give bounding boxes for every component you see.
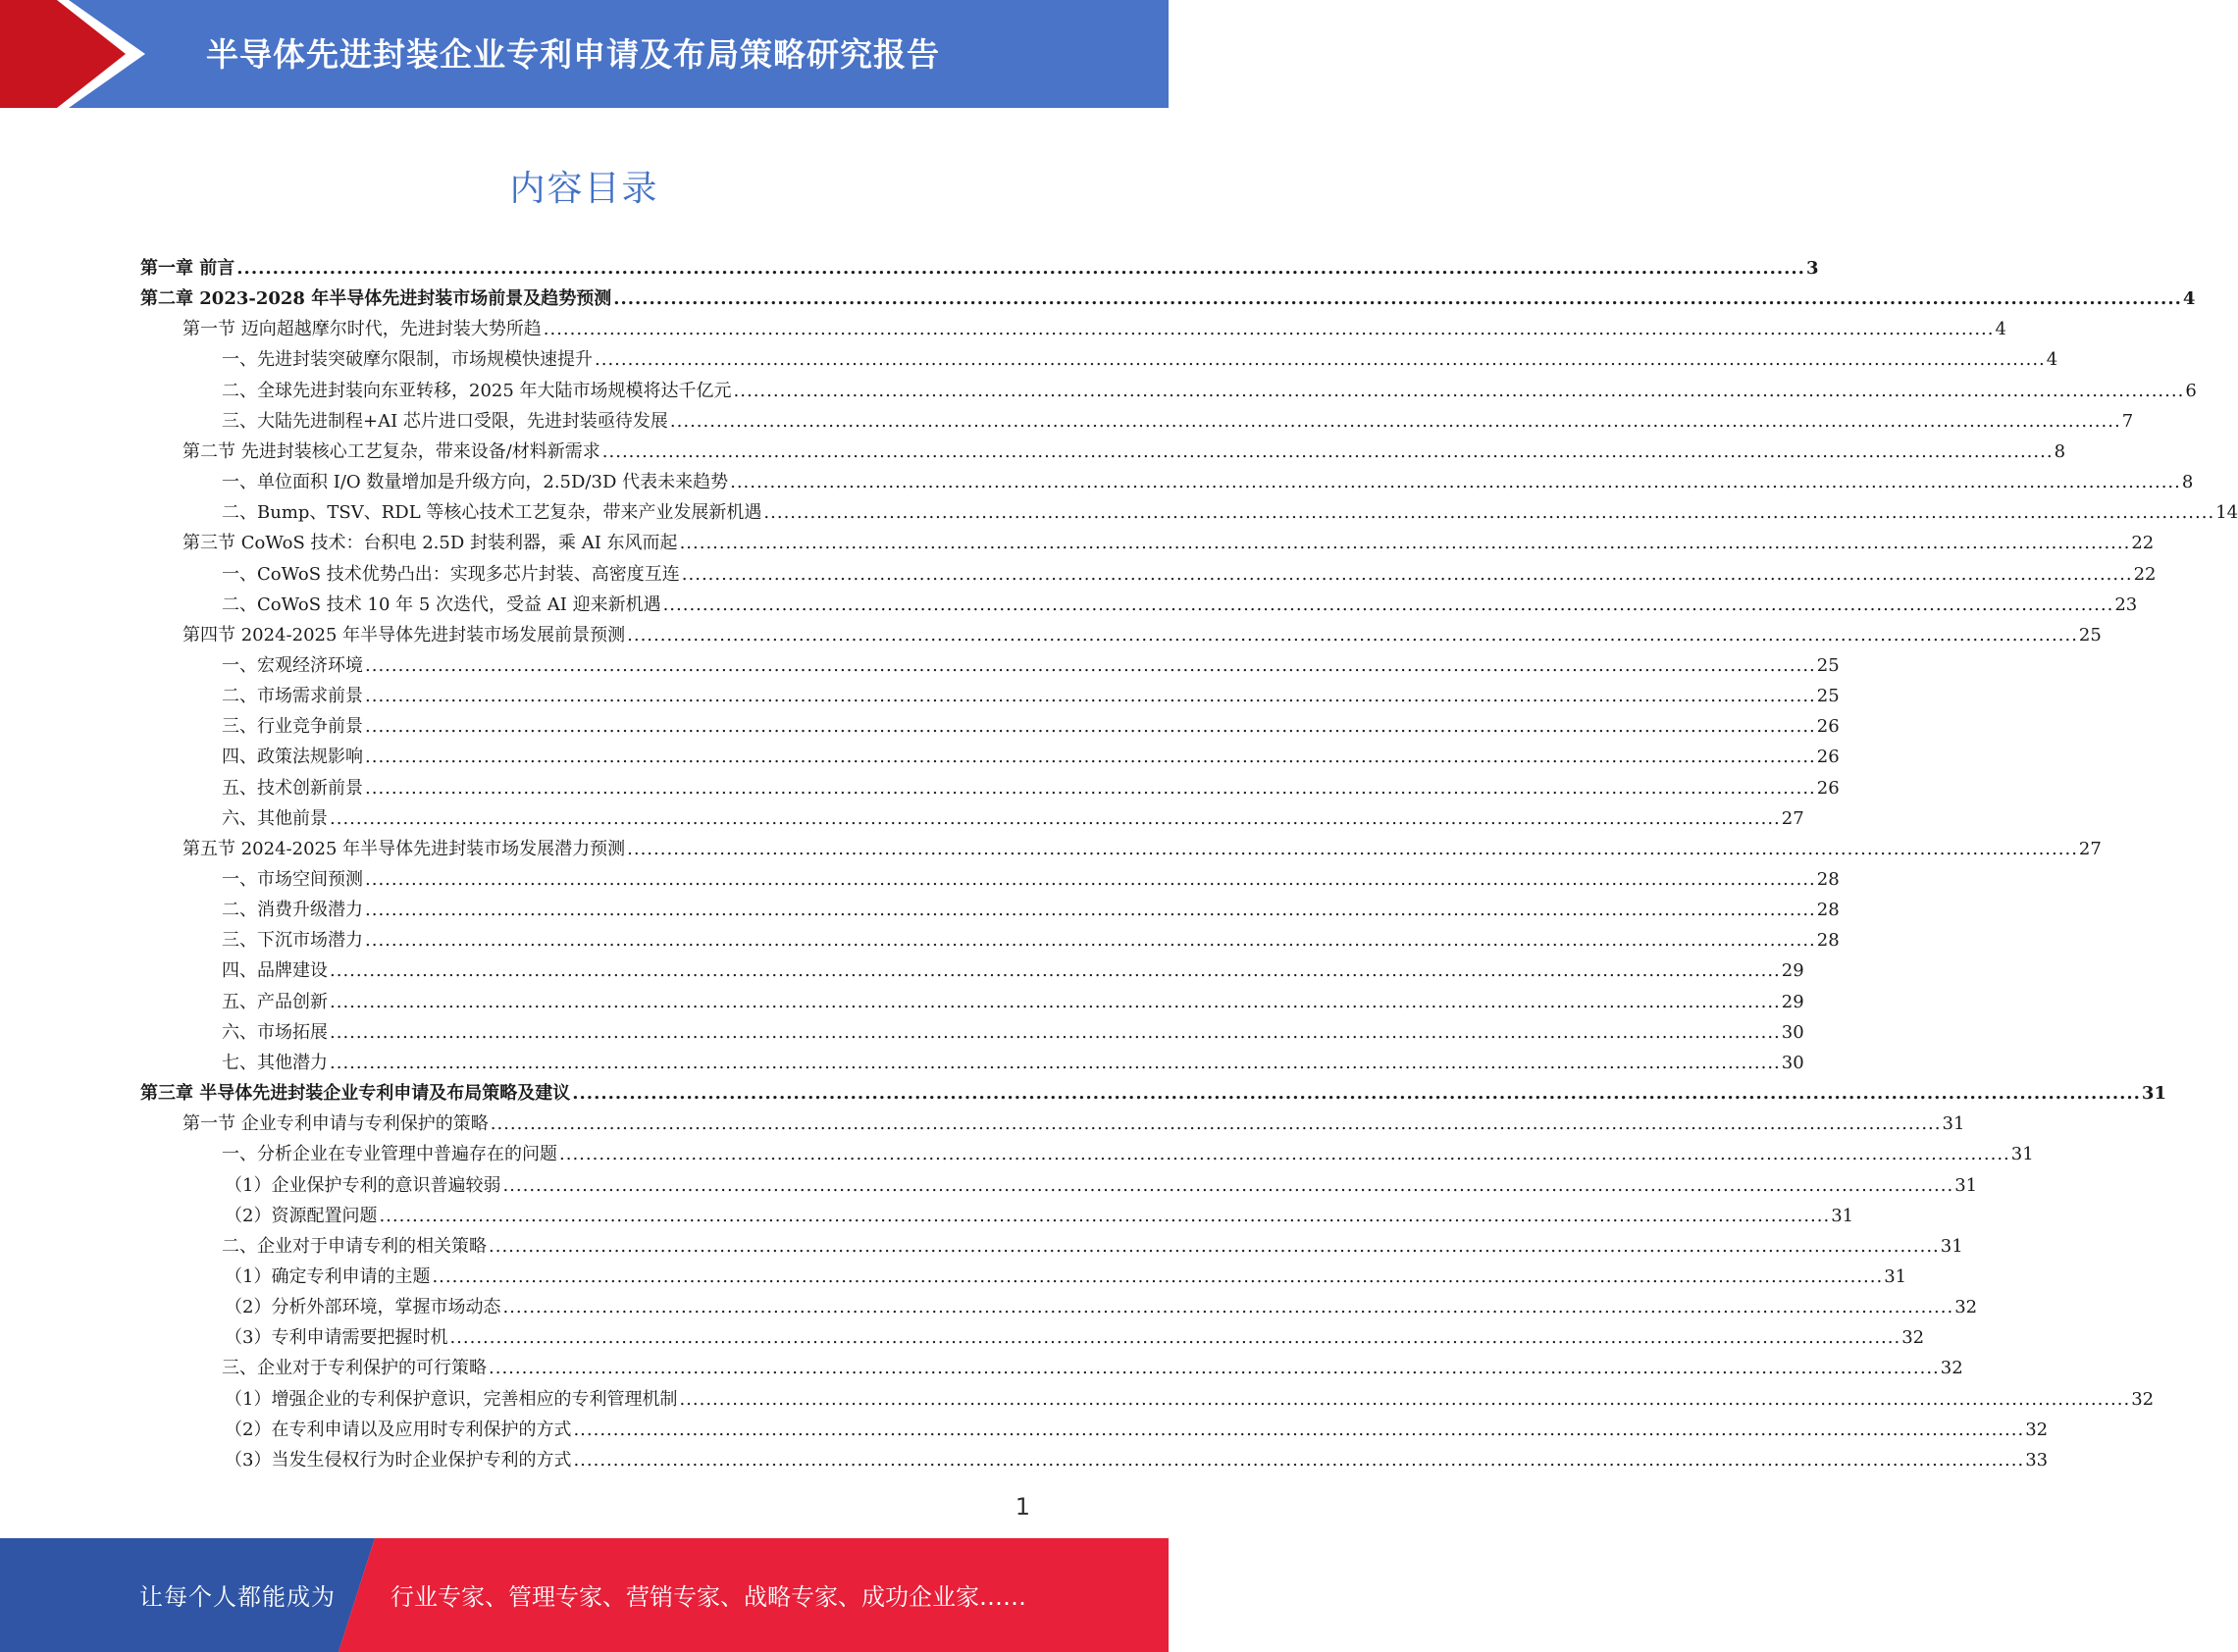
toc-entry[interactable] xyxy=(222,341,2058,372)
footer-banner xyxy=(0,1538,1169,1652)
toc-entry-page: 32 xyxy=(1901,1327,1925,1349)
toc-entry-label: 二、企业对于申请专利的相关策略 xyxy=(222,1235,487,1257)
toc-entry-label: 一、分析企业在专业管理中普遍存在的问题 xyxy=(222,1144,557,1165)
toc-entry-page: 32 xyxy=(1954,1297,1978,1318)
toc-entry-page: 29 xyxy=(1781,960,1804,982)
toc-entry[interactable] xyxy=(225,1167,1978,1198)
toc-dot-leader: ............................................................................................................................................................................................................................ xyxy=(365,777,1816,799)
toc-dot-leader: ............................................................................................................................................................................................................................ xyxy=(330,1021,1781,1043)
toc-entry-label: （1）确定专利申请的主题 xyxy=(225,1265,431,1287)
toc-entry-page: 31 xyxy=(1884,1265,1907,1287)
toc-dot-leader: ............................................................................................................................................................................................................................ xyxy=(365,747,1816,768)
toc-entry-label: 二、CoWoS 技术 10 年 5 次迭代，受益 AI 迎来新机遇 xyxy=(222,594,661,615)
toc-entry[interactable] xyxy=(140,250,1819,281)
toc-dot-leader: ............................................................................................................................................................................................................................ xyxy=(330,807,1781,829)
toc-entry-page: 7 xyxy=(2121,410,2134,432)
toc-entry-label: 第五节 2024-2025 年半导体先进封装市场发展潜力预测 xyxy=(182,838,626,859)
toc-dot-leader: ............................................................................................................................................................................................................................ xyxy=(365,716,1816,738)
toc-entry-label: 二、市场需求前景 xyxy=(222,686,363,707)
toc-entry[interactable] xyxy=(222,953,1804,983)
toc-dot-leader: ............................................................................................................................................................................................................................ xyxy=(489,1235,1940,1257)
toc-entry-label: 六、市场拓展 xyxy=(222,1021,328,1043)
toc-entry[interactable] xyxy=(225,1442,2049,1472)
toc-entry-page: 30 xyxy=(1781,1052,1804,1073)
toc-entry-label: 第一节 企业专利申请与专利保护的策略 xyxy=(182,1113,489,1135)
toc-entry[interactable] xyxy=(182,525,2155,555)
toc-dot-leader: ............................................................................................................................................................................................................................ xyxy=(669,410,2121,432)
toc-entry-page: 14 xyxy=(2215,502,2238,524)
toc-dot-leader: ............................................................................................................................................................................................................................ xyxy=(236,258,1805,279)
toc-entry-label: 二、消费升级潜力 xyxy=(222,900,363,921)
toc-entry-page: 32 xyxy=(1940,1358,1963,1379)
toc-entry-page: 31 xyxy=(1940,1235,1963,1257)
toc-entry[interactable] xyxy=(225,1289,1978,1319)
toc-dot-leader: ............................................................................................................................................................................................................................ xyxy=(733,380,2185,401)
toc-entry-label: 第一章 前言 xyxy=(140,258,235,279)
toc-dot-leader: ............................................................................................................................................................................................................................ xyxy=(573,1419,2025,1440)
footer-slogan-left: 让每个人都能成为 xyxy=(139,1583,336,1611)
toc-entry-label: 一、CoWoS 技术优势凸出：实现多芯片封装、高密度互连 xyxy=(222,563,680,585)
toc-entry-page: 27 xyxy=(1781,807,1804,829)
toc-entry-label: （2）分析外部环境，掌握市场动态 xyxy=(225,1297,501,1318)
toc-dot-leader: ............................................................................................................................................................................................................................ xyxy=(379,1205,1831,1226)
toc-entry-page: 33 xyxy=(2025,1449,2049,1471)
toc-entry[interactable] xyxy=(222,922,1840,953)
toc-dot-leader: ............................................................................................................................................................................................................................ xyxy=(613,288,2182,310)
toc-entry-label: （2）在专利申请以及应用时专利保护的方式 xyxy=(225,1419,572,1440)
toc-entry[interactable] xyxy=(222,678,1840,708)
toc-entry-page: 28 xyxy=(1816,869,1840,890)
report-title: 半导体先进封装企业专利申请及布局策略研究报告 xyxy=(206,35,940,74)
toc-entry[interactable] xyxy=(222,1014,1804,1045)
toc-entry-label: 五、技术创新前景 xyxy=(222,777,363,799)
toc-entry-label: 七、其他潜力 xyxy=(222,1052,328,1073)
toc-entry-page: 25 xyxy=(1816,654,1840,676)
toc-entry[interactable] xyxy=(222,1136,2034,1166)
toc-dot-leader: ............................................................................................................................................................................................................................ xyxy=(330,1052,1781,1073)
toc-entry-label: 一、先进封装突破摩尔限制，市场规模快速提升 xyxy=(222,349,593,371)
toc-entry-page: 29 xyxy=(1781,991,1804,1012)
toc-dot-leader: ............................................................................................................................................................................................................................ xyxy=(365,930,1816,952)
toc-entry-page: 8 xyxy=(2181,472,2194,493)
toc-dot-leader: ............................................................................................................................................................................................................................ xyxy=(365,686,1816,707)
toc-entry[interactable] xyxy=(222,647,1840,678)
toc-entry-page: 28 xyxy=(1816,900,1840,921)
toc-entry-page: 25 xyxy=(1816,686,1840,707)
toc-entry-page: 31 xyxy=(2010,1144,2034,1165)
toc-entry[interactable] xyxy=(222,800,1804,831)
toc-dot-leader: ............................................................................................................................................................................................................................ xyxy=(730,472,2181,493)
toc-entry[interactable] xyxy=(182,1106,1965,1136)
toc-dot-leader: ............................................................................................................................................................................................................................ xyxy=(662,594,2114,615)
toc-entry-page: 3 xyxy=(1805,258,1819,279)
toc-entry[interactable] xyxy=(222,708,1840,739)
toc-entry[interactable] xyxy=(225,1259,1907,1289)
toc-title: 内容目录 xyxy=(509,169,659,209)
toc-entry-page: 4 xyxy=(2182,288,2196,310)
toc-entry-label: 五、产品创新 xyxy=(222,991,328,1012)
toc-entry[interactable] xyxy=(222,403,2134,434)
toc-dot-leader: ............................................................................................................................................................................................................................ xyxy=(449,1327,1901,1349)
toc-dot-leader: ............................................................................................................................................................................................................................ xyxy=(365,869,1816,890)
toc-entry-page: 30 xyxy=(1781,1021,1804,1043)
toc-dot-leader: ............................................................................................................................................................................................................................ xyxy=(627,624,2078,645)
toc-entry-page: 26 xyxy=(1816,747,1840,768)
toc-entry[interactable] xyxy=(140,1075,2166,1106)
toc-dot-leader: ............................................................................................................................................................................................................................ xyxy=(330,991,1781,1012)
toc-entry-label: 三、行业竞争前景 xyxy=(222,716,363,738)
toc-entry-page: 22 xyxy=(2131,533,2155,554)
toc-entry-label: 三、下沉市场潜力 xyxy=(222,930,363,952)
toc-entry[interactable] xyxy=(182,434,2066,464)
toc-dot-leader: ............................................................................................................................................................................................................................ xyxy=(489,1358,1940,1379)
toc-entry-page: 22 xyxy=(2133,563,2157,585)
toc-entry[interactable] xyxy=(222,861,1840,892)
toc-entry-page: 31 xyxy=(1831,1205,1854,1226)
toc-entry-page: 32 xyxy=(2131,1388,2155,1410)
toc-entry[interactable] xyxy=(222,739,1840,769)
toc-dot-leader: ............................................................................................................................................................................................................................ xyxy=(502,1297,1954,1318)
toc-dot-leader: ............................................................................................................................................................................................................................ xyxy=(595,349,2046,371)
toc-entry[interactable] xyxy=(182,311,2006,341)
toc-entry-page: 28 xyxy=(1816,930,1840,952)
toc-entry-label: （3）专利申请需要把握时机 xyxy=(225,1327,448,1349)
toc-dot-leader: ............................................................................................................................................................................................................................ xyxy=(573,1449,2025,1471)
toc-entry-page: 27 xyxy=(2078,838,2102,859)
toc-entry[interactable] xyxy=(222,1045,1804,1075)
toc-entry-label: （1）企业保护专利的意识普遍较弱 xyxy=(225,1174,501,1196)
toc-entry[interactable] xyxy=(222,1228,1963,1259)
toc-entry-label: 二、全球先进封装向东亚转移，2025 年大陆市场规模将达千亿元 xyxy=(222,380,732,401)
toc-entry-label: 一、单位面积 I/O 数量增加是升级方向，2.5D/3D 代表未来趋势 xyxy=(222,472,729,493)
toc-entry[interactable] xyxy=(222,1350,1963,1380)
toc-entry[interactable] xyxy=(182,617,2102,647)
toc-entry[interactable] xyxy=(182,831,2102,861)
toc-dot-leader: ............................................................................................................................................................................................................................ xyxy=(502,1174,1954,1196)
footer-slogan-right: 行业专家、管理专家、营销专家、战略专家、成功企业家…… xyxy=(390,1583,1026,1611)
toc-entry-label: （3）当发生侵权行为时企业保护专利的方式 xyxy=(225,1449,572,1471)
toc-entry-label: 一、宏观经济环境 xyxy=(222,654,363,676)
toc-entry-label: 三、大陆先进制程+AI 芯片进口受限，先进封装亟待发展 xyxy=(222,410,668,432)
toc-entry-label: 三、企业对于专利保护的可行策略 xyxy=(222,1358,487,1379)
toc-entry-label: 第二章 2023-2028 年半导体先进封装市场前景及趋势预测 xyxy=(140,288,612,310)
toc-entry-page: 25 xyxy=(2078,624,2102,645)
toc-dot-leader: ............................................................................................................................................................................................................................ xyxy=(679,533,2131,554)
toc-entry[interactable] xyxy=(222,587,2138,617)
toc-entry-label: 第四节 2024-2025 年半导体先进封装市场发展前景预测 xyxy=(182,624,626,645)
toc-entry-page: 4 xyxy=(2046,349,2058,371)
toc-entry[interactable] xyxy=(225,1412,2049,1442)
toc-dot-leader: ............................................................................................................................................................................................................................ xyxy=(432,1265,1884,1287)
toc-entry-page: 31 xyxy=(2141,1083,2166,1105)
toc-entry-label: 四、政策法规影响 xyxy=(222,747,363,768)
toc-entry[interactable] xyxy=(222,373,2197,403)
toc-entry-page: 32 xyxy=(2025,1419,2049,1440)
toc-dot-leader: ............................................................................................................................................................................................................................ xyxy=(559,1144,2010,1165)
toc-dot-leader: ............................................................................................................................................................................................................................ xyxy=(490,1113,1942,1135)
toc-entry[interactable] xyxy=(140,281,2196,311)
toc-dot-leader: ............................................................................................................................................................................................................................ xyxy=(330,960,1781,982)
toc-entry[interactable] xyxy=(222,494,2238,525)
toc-entry[interactable] xyxy=(225,1198,1854,1228)
toc-entry[interactable] xyxy=(222,464,2194,494)
toc-dot-leader: ............................................................................................................................................................................................................................ xyxy=(543,319,1995,340)
toc-dot-leader: ............................................................................................................................................................................................................................ xyxy=(679,1388,2131,1410)
toc-entry-page: 31 xyxy=(1942,1113,1965,1135)
toc-entry-page: 8 xyxy=(2054,440,2066,462)
toc-dot-leader: ............................................................................................................................................................................................................................ xyxy=(601,440,2054,462)
toc-entry-page: 31 xyxy=(1954,1174,1978,1196)
toc-entry-label: 二、Bump、TSV、RDL 等核心技术工艺复杂，带来产业发展新机遇 xyxy=(222,502,762,524)
toc-dot-leader: ............................................................................................................................................................................................................................ xyxy=(763,502,2215,524)
toc-dot-leader: ............................................................................................................................................................................................................................ xyxy=(681,563,2133,585)
toc-entry[interactable] xyxy=(222,984,1804,1014)
toc-entry-page: 26 xyxy=(1816,716,1840,738)
toc-entry-label: （2）资源配置问题 xyxy=(225,1205,378,1226)
toc-entry-label: 第三章 半导体先进封装企业专利申请及布局策略及建议 xyxy=(140,1083,571,1105)
toc-entry-page: 4 xyxy=(1995,319,2006,340)
toc-entry-label: 第一节 迈向超越摩尔时代，先进封装大势所趋 xyxy=(182,319,542,340)
toc-entry-page: 23 xyxy=(2114,594,2138,615)
toc-entry-label: 六、其他前景 xyxy=(222,807,328,829)
toc-entry-label: （1）增强企业的专利保护意识，完善相应的专利管理机制 xyxy=(225,1388,678,1410)
toc-entry-label: 第三节 CoWoS 技术：台积电 2.5D 封装利器，乘 AI 东风而起 xyxy=(182,533,678,554)
toc-dot-leader: ............................................................................................................................................................................................................................ xyxy=(365,900,1816,921)
header-banner xyxy=(0,0,1169,108)
toc-entry[interactable] xyxy=(225,1319,1925,1350)
toc-dot-leader: ............................................................................................................................................................................................................................ xyxy=(572,1083,2141,1105)
toc-entry[interactable] xyxy=(222,770,1840,800)
toc-dot-leader: ............................................................................................................................................................................................................................ xyxy=(365,654,1816,676)
toc-entry-label: 一、市场空间预测 xyxy=(222,869,363,890)
toc-entry-page: 26 xyxy=(1816,777,1840,799)
toc-entry[interactable] xyxy=(225,1381,2155,1412)
toc-entry[interactable] xyxy=(222,556,2157,587)
toc-entry-label: 四、品牌建设 xyxy=(222,960,328,982)
chevron-logo-icon xyxy=(0,0,157,108)
toc-dot-leader: ............................................................................................................................................................................................................................ xyxy=(627,838,2078,859)
toc-entry[interactable] xyxy=(222,892,1840,922)
toc-entry-page: 6 xyxy=(2185,380,2197,401)
page-number: 1 xyxy=(1015,1493,1030,1521)
toc-entry-label: 第二节 先进封装核心工艺复杂，带来设备/材料新需求 xyxy=(182,440,600,462)
